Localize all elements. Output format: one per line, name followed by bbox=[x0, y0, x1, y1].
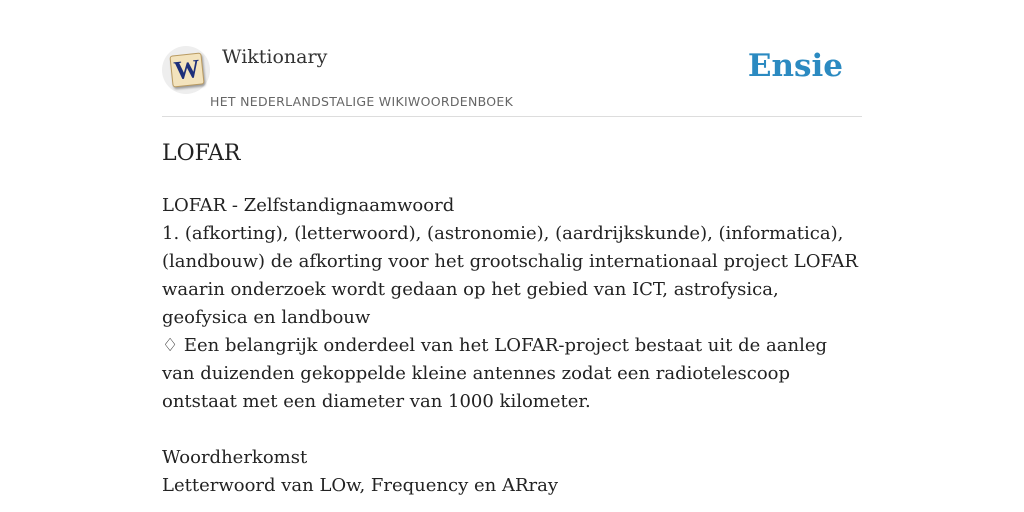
wiktionary-logo-icon[interactable] bbox=[162, 46, 210, 94]
definition-text: 1. (afkorting), (letterwoord), (astronomie), (aardrijkskunde), (informatica), (landbouw) de afkorting voor het grootschalig internationaal project LOFAR waarin onderzoek wordt gedaan op het gebied van ICT, astrofysica, geofysica en landbouw bbox=[162, 223, 858, 328]
part-of-speech-line: LOFAR - Zelfstandignaamwoord bbox=[162, 195, 455, 216]
section-spacer bbox=[162, 416, 862, 444]
site-header bbox=[162, 40, 862, 117]
entry-body bbox=[162, 192, 862, 500]
logo-tile bbox=[169, 52, 204, 87]
ensie-brand-logo[interactable]: Ensie bbox=[747, 48, 843, 84]
example-sentence: ♢ Een belangrijk onderdeel van het LOFAR-project bestaat uit de aanleg van duizenden gekoppelde kleine antennes zodat een radiotelescoop ontstaat met een diameter van 1000 kilometer. bbox=[162, 335, 827, 412]
entry-content bbox=[162, 138, 862, 500]
page-title: LOFAR bbox=[162, 141, 241, 166]
etymology-text: Letterwoord van LOw, Frequency en ARray bbox=[162, 475, 558, 496]
logo-letter: W bbox=[172, 53, 202, 86]
etymology-heading: Woordherkomst bbox=[162, 447, 308, 468]
site-tagline: HET NEDERLANDSTALIGE WIKIWOORDENBOEK bbox=[210, 94, 514, 109]
site-name[interactable]: Wiktionary bbox=[222, 46, 328, 68]
